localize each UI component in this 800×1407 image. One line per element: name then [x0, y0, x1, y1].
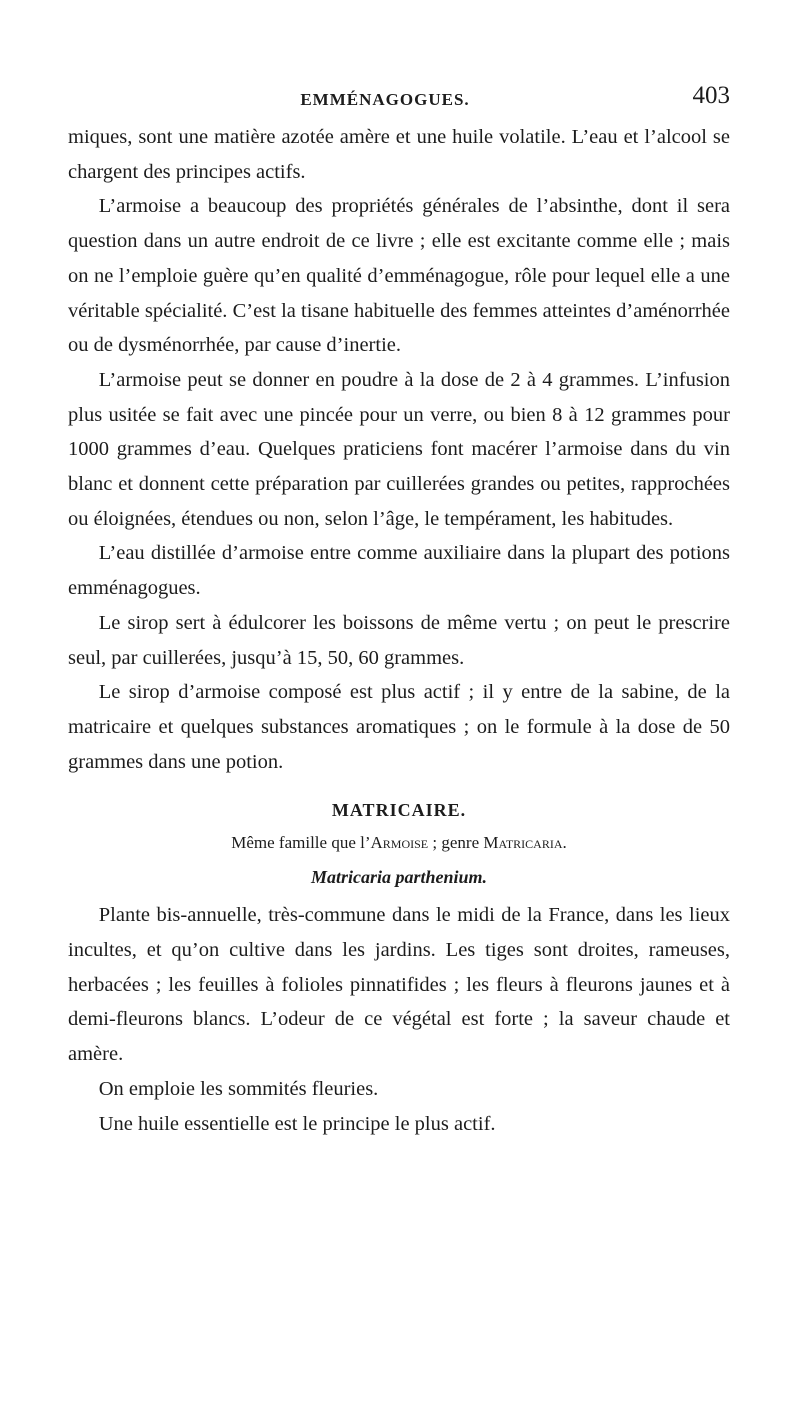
paragraph-armoise-properties: L’armoise a beaucoup des propriétés générales de l’absinthe, dont il sera question dans un autre endroit de ce livre ; elle est excitante comme elle ; mais on ne l’emploie guère qu’en qualité d’emménagogue, rôle pour lequel elle a une véritable spécialité. C’est la tisane habituelle des femmes atteintes d’aménorrhée ou de dysménorrhée, par cause d’inertie.: [68, 195, 730, 357]
family-genus-armoise: Armoise: [370, 833, 429, 853]
family-middle: ; genre: [428, 833, 484, 853]
section-title: MATRICAIRE.: [331, 800, 467, 821]
paragraph-parts-used: On emploie les sommités fleuries.: [98, 1077, 379, 1100]
paragraph-armoise-dosage: L’armoise peut se donner en poudre à la dose de 2 à 4 grammes. L’infusion plus usitée se fait avec une pincée pour un verre, ou bien 8 à 12 grammes pour 1000 grammes d’eau. Quelques praticiens font macérer l’armoise dans du vin blanc et donnent cette préparation par cuillerées grandes ou petites, rapprochées ou éloignées, étendues ou non, selon l’âge, le tempérament, les habitudes.: [68, 368, 730, 530]
family-genus-matricaria: Matricaria: [483, 833, 563, 853]
paragraph-distilled-water: L’eau distillée d’armoise entre comme auxiliaire dans la plupart des potions emménagogues.: [68, 542, 730, 600]
paragraph-active-principle: Une huile essentielle est le principe le plus actif.: [98, 1112, 496, 1135]
family-prefix: Même famille que l’: [231, 833, 371, 853]
running-head: [40, 82, 730, 122]
page-number: 403: [692, 82, 730, 109]
text-block: [68, 120, 730, 1141]
paragraph-continuation: miques, sont une matière azotée amère et une huile volatile. L’eau et l’alcool se chargent des principes actifs.: [68, 126, 730, 183]
family-suffix: .: [562, 833, 567, 853]
paragraph-compound-syrup: Le sirop d’armoise composé est plus actif ; il y entre de la sabine, de la matricaire et quelques substances aromatiques ; on le formule à la dose de 50 grammes dans une potion.: [68, 681, 730, 773]
running-title: EMMÉNAGOGUES.: [300, 90, 470, 109]
family-line: [68, 826, 730, 860]
paragraph-plant-description: Plante bis-annuelle, très-commune dans le midi de la France, dans les lieux incultes, et qu’on cultive dans les jardins. Les tiges sont droites, rameuses, herbacées ; les feuilles à folioles pinnatifides ; les fleurs à fleurons jaunes et à demi-fleurons blancs. L’odeur de ce végétal est forte ; la saveur chaude et amère.: [68, 904, 730, 1066]
latin-name: Matricaria parthenium.: [310, 867, 488, 888]
paragraph-syrup: Le sirop sert à édulcorer les boissons de même vertu ; on peut le prescrire seul, par cuillerées, jusqu’à 15, 50, 60 grammes.: [68, 611, 730, 669]
